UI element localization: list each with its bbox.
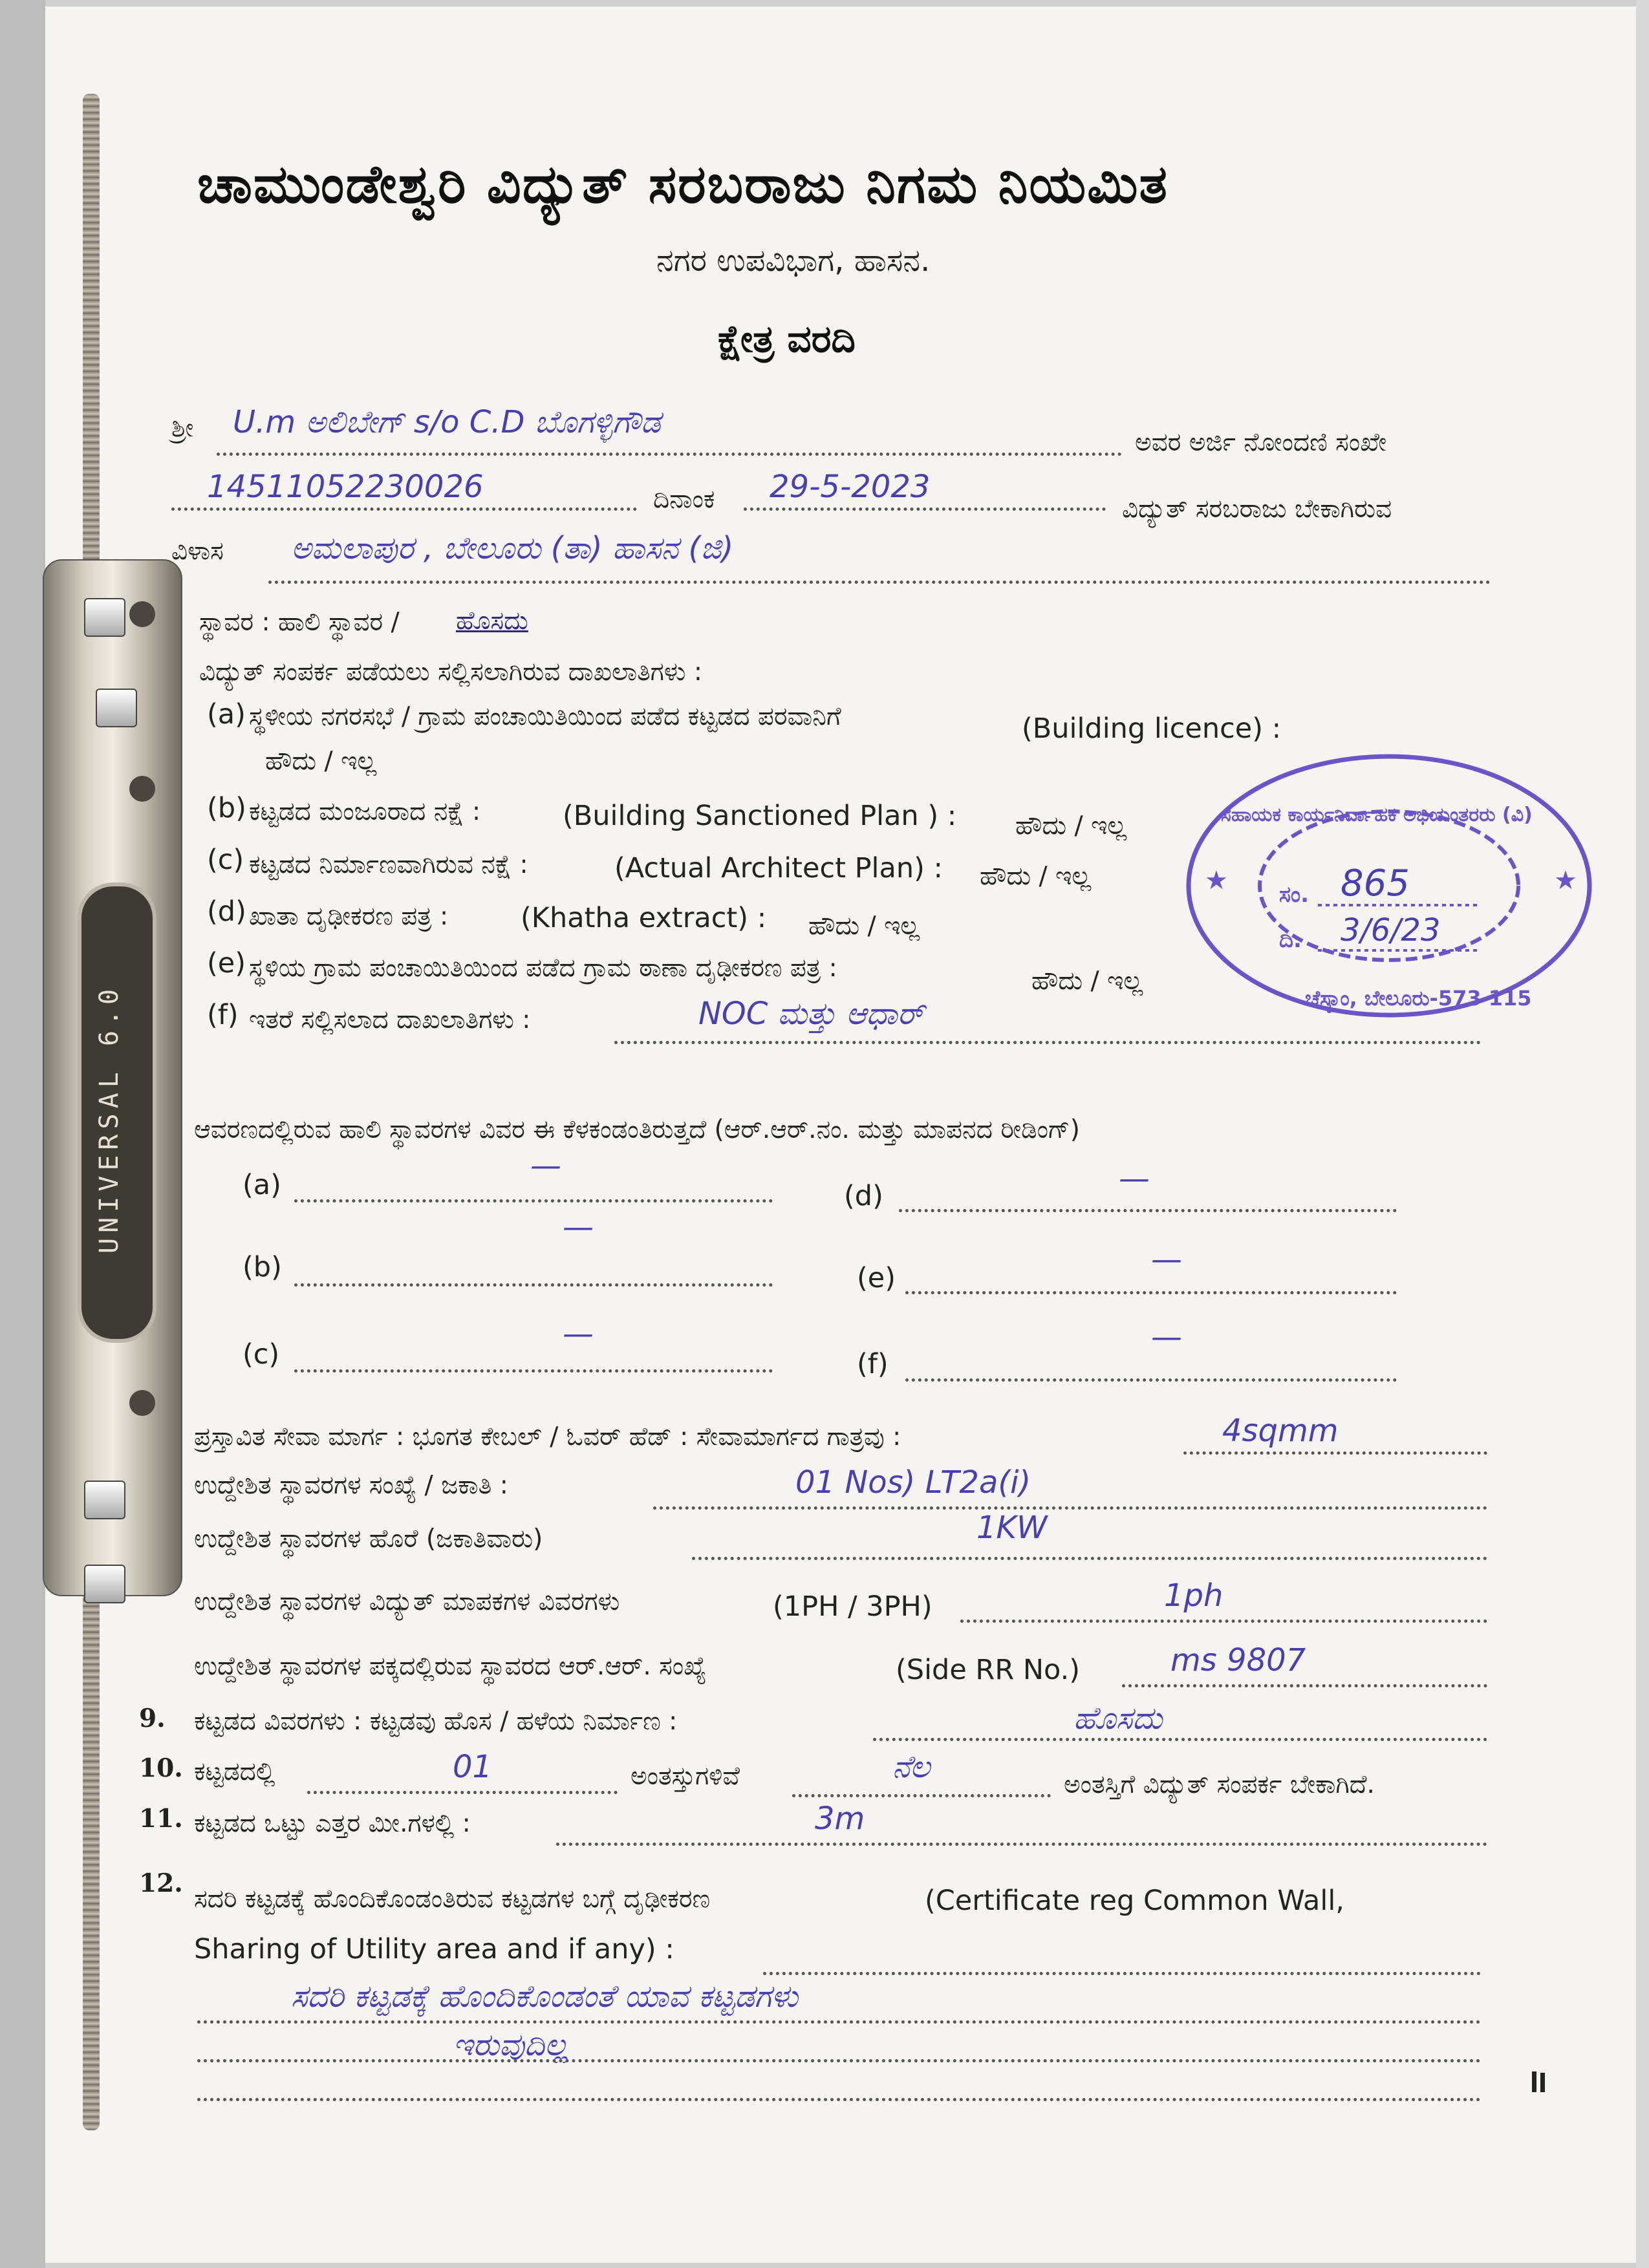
doc-e-key: (e) — [207, 947, 246, 979]
binder-hole — [129, 1390, 155, 1416]
dotted-line — [653, 1506, 1487, 1510]
neighbours-heading: ಆವರಣದಲ್ಲಿರುವ ಹಾಲಿ ಸ್ಥಾವರಗಳ ವಿವರ ಈ ಕೆಳಕಂಡಂತಿರುತ್ತದೆ (ಆರ್.ಆರ್.ನಂ. ಮತ್ತು ಮಾಪನದ ರೀಡಿಂಗ್) — [194, 1115, 1080, 1144]
binder-tab — [84, 1481, 125, 1519]
applicant-name[interactable]: U.m ಅಲಿಬೇಗ್ s/o C.D ಬೊಗಳ್ಳಿಗೌಡ — [233, 404, 661, 440]
building-height-label: ಕಟ್ಟಡದ ಒಟ್ಟು ಎತ್ತರ ಮೀ.ಗಳಲ್ಲಿ : — [194, 1809, 471, 1838]
address-label: ವಿಳಾಸ — [171, 537, 224, 566]
doc-c-en: (Actual Architect Plan) : — [614, 852, 943, 884]
doc-a-text: ಸ್ಥಳೀಯ ನಗರಸಭೆ / ಗ್ರಾಮ ಪಂಚಾಯಿತಿಯಿಂದ ಪಡೆದ ಕಟ್ಟಡದ ಪರವಾನಿಗೆ — [249, 702, 841, 731]
official-seal — [1176, 744, 1602, 1028]
doc-d-answer[interactable]: ಹೌದು / ಇಲ್ಲ — [808, 912, 920, 941]
installation-count-label: ಉದ್ದೇಶಿತ ಸ್ಥಾವರಗಳ ಸಂಖ್ಯೆ / ಜಕಾತಿ : — [194, 1471, 508, 1500]
common-wall-en: (Certificate reg Common Wall, — [925, 1885, 1344, 1917]
neighbour-d-value[interactable]: — — [1119, 1161, 1150, 1197]
meter-details-en: (1PH / 3PH) — [773, 1590, 932, 1623]
dotted-line — [899, 1209, 1397, 1212]
binder-tab — [84, 1565, 125, 1603]
doc-f-key: (f) — [207, 999, 239, 1031]
neighbour-e-key: (e) — [857, 1262, 896, 1294]
common-wall-answer-line-1[interactable]: ಸದರಿ ಕಟ್ಟಡಕ್ಕೆ ಹೊಂದಿಕೊಂಡಂತೆ ಯಾವ ಕಟ್ಟಡಗಳು — [291, 1978, 799, 2015]
neighbour-b-key: (b) — [242, 1251, 282, 1283]
side-rr-value[interactable]: ms 9807 — [1170, 1642, 1306, 1678]
scan-shadow-right — [1636, 0, 1649, 2268]
dotted-line — [873, 1738, 1487, 1741]
service-route-label: ಪ್ರಸ್ತಾವಿತ ಸೇವಾ ಮಾರ್ಗ : ಭೂಗತ ಕೇಬಲ್ / ಓವರ್ ಹೆಡ್ : ಸೇವಾಮಾರ್ಗದ ಗಾತ್ರವು : — [194, 1422, 901, 1451]
svg-text:★: ★ — [1554, 866, 1577, 895]
application-date[interactable]: 29-5-2023 — [770, 469, 931, 505]
dotted-line — [197, 2020, 1481, 2024]
dotted-line — [171, 508, 637, 511]
doc-a-key: (a) — [207, 698, 246, 731]
meter-details-value[interactable]: 1ph — [1164, 1578, 1223, 1614]
row-9-number: 9. — [139, 1704, 166, 1733]
row-12-number: 12. — [139, 1868, 183, 1898]
floors-suffix: ಅಂತಸ್ತಿಗೆ ವಿದ್ಯುತ್ ಸಂಪರ್ಕ ಬೇಕಾಗಿದೆ. — [1064, 1770, 1375, 1799]
doc-a-answer[interactable]: ಹೌದು / ಇಲ್ಲ — [265, 747, 377, 776]
installation-load-value[interactable]: 1KW — [976, 1510, 1048, 1546]
row-11-number: 11. — [139, 1804, 183, 1834]
dotted-line — [268, 581, 1491, 584]
floors-middle: ಅಂತಸ್ತುಗಳಿವೆ — [630, 1762, 740, 1791]
registration-label: ಅವರ ಅರ್ಜಿ ನೋಂದಣಿ ಸಂಖೇ — [1135, 428, 1387, 457]
doc-c-answer[interactable]: ಹೌದು / ಇಲ್ಲ — [980, 862, 1092, 891]
scan-shadow-left — [0, 0, 45, 2268]
doc-b-answer[interactable]: ಹೌದು / ಇಲ್ಲ — [1015, 811, 1127, 840]
service-route-value[interactable]: 4sqmm — [1222, 1413, 1339, 1449]
seal-date-label: ದಿ. — [1279, 927, 1302, 953]
doc-b-text: ಕಟ್ಟಡದ ಮಂಜೂರಾದ ನಕ್ಷೆ : — [249, 797, 481, 826]
dotted-line — [197, 2098, 1481, 2101]
doc-c-key: (c) — [207, 844, 244, 876]
row-10-number: 10. — [139, 1753, 183, 1783]
floor-value[interactable]: ನೆಲ — [892, 1749, 931, 1785]
dotted-line — [905, 1291, 1397, 1294]
office-subtitle: ನಗರ ಉಪವಿಭಾಗ, ಹಾಸನ. — [656, 242, 931, 279]
dotted-line — [905, 1378, 1397, 1382]
dotted-line — [307, 1791, 618, 1794]
side-rr-en: (Side RR No.) — [896, 1654, 1081, 1686]
common-wall-label: ಸದರಿ ಕಟ್ಟಡಕ್ಕೆ ಹೊಂದಿಕೊಂಡಂತಿರುವ ಕಟ್ಟಡಗಳ ಬಗ್ಗೆ ದೃಢೀಕರಣ — [194, 1885, 711, 1914]
neighbour-a-value[interactable]: — — [530, 1148, 561, 1184]
binder-hole — [129, 776, 155, 802]
dotted-line — [217, 453, 1122, 456]
documents-heading: ವಿದ್ಯುತ್ ಸಂಪರ್ಕ ಪಡೆಯಲು ಸಲ್ಲಿಸಲಾಗಿರುವ ದಾಖಲಾತಿಗಳು : — [199, 658, 702, 687]
installation-label: ಸ್ಥಾವರ : ಹಾಲಿ ಸ್ಥಾವರ / — [199, 608, 400, 637]
dotted-line — [294, 1199, 773, 1203]
dotted-line — [614, 1041, 1481, 1044]
building-details-label: ಕಟ್ಟಡದ ವಿವರಗಳು : ಕಟ್ಟಡವು ಹೊಸ / ಹಳೆಯ ನಿರ್ಮಾಣ : — [194, 1707, 678, 1736]
dotted-line — [1122, 1684, 1487, 1687]
floors-prefix: ಕಟ್ಟಡದಲ್ಲಿ — [194, 1757, 275, 1786]
doc-b-key: (b) — [207, 792, 246, 824]
date-label: ದಿನಾಂಕ — [653, 485, 715, 514]
building-height-value[interactable]: 3m — [815, 1801, 865, 1837]
floors-count[interactable]: 01 — [453, 1749, 493, 1785]
dotted-line — [294, 1369, 773, 1373]
common-wall-en-2: Sharing of Utility area and if any) : — [194, 1933, 674, 1965]
supply-needed-label: ವಿದ್ಯುತ್ ಸರಬರಾಜು ಬೇಕಾಗಿರುವ — [1122, 495, 1392, 524]
neighbour-d-key: (d) — [844, 1180, 883, 1212]
doc-f-text: ಇತರೆ ಸಲ್ಲಿಸಲಾದ ದಾಖಲಾತಿಗಳು : — [249, 1005, 531, 1034]
neighbour-b-value[interactable]: — — [563, 1209, 594, 1245]
seal-date-value: 3/6/23 — [1341, 912, 1441, 948]
page-corner-mark — [1529, 2069, 1549, 2095]
doc-e-answer[interactable]: ಹೌದು / ಇಲ್ಲ — [1031, 967, 1143, 996]
meter-details-label: ಉದ್ದೇಶಿತ ಸ್ಥಾವರಗಳ ವಿದ್ಯುತ್ ಮಾಪಕಗಳ ವಿವರಗಳು — [194, 1587, 620, 1616]
seal-graphic — [1176, 744, 1602, 1028]
neighbour-f-key: (f) — [857, 1348, 889, 1380]
seal-ring-text: ಸಹಾಯಕ ಕಾರ್ಯನಿರ್ವಾಹಕ ಅಭಿಯಂತರರು (ವಿ) — [1221, 804, 1533, 826]
doc-e-text: ಸ್ಥಳಿಯ ಗ್ರಾಮ ಪಂಚಾಯಿತಿಯಿಂದ ಪಡೆದ ಗ್ರಾಮ ಠಾಣಾ ದೃಢೀಕರಣ ಪತ್ರ : — [249, 954, 837, 983]
registration-number[interactable]: 14511052230026 — [207, 469, 484, 505]
dotted-line — [763, 1972, 1481, 1975]
neighbour-c-key: (c) — [242, 1338, 280, 1371]
binder-hole — [129, 601, 155, 627]
neighbour-a-key: (a) — [242, 1169, 281, 1201]
dotted-line — [197, 2059, 1481, 2062]
svg-text:★: ★ — [1205, 866, 1228, 895]
doc-f-answer[interactable]: NOC ಮತ್ತು ಆಧಾರ್ — [698, 996, 924, 1032]
neighbour-f-value[interactable]: — — [1151, 1319, 1182, 1355]
seal-number-value: 865 — [1341, 862, 1410, 904]
corner-mark-graphic — [1529, 2069, 1549, 2095]
neighbour-e-value[interactable]: — — [1151, 1241, 1182, 1278]
dotted-line — [1183, 1451, 1487, 1455]
common-wall-answer-line-2[interactable]: ಇರುವುದಿಲ್ಲ — [453, 2027, 568, 2063]
dotted-line — [744, 508, 1106, 511]
doc-d-text: ಖಾತಾ ದೃಢೀಕರಣ ಪತ್ರ : — [249, 902, 449, 931]
seal-bottom-text: ಚೆಸ್ಕಾಂ, ಬೇಲೂರು-573 115 — [1305, 986, 1532, 1011]
binder-tab — [96, 689, 137, 727]
installation-load-label: ಉದ್ದೇಶಿತ ಸ್ಥಾವರಗಳ ಹೊರೆ (ಜಕಾತಿವಾರು) — [194, 1524, 543, 1554]
address-value[interactable]: ಅಮಲಾಪುರ , ಬೇಲೂರು (ತಾ) ಹಾಸನ (ಜಿ) — [291, 530, 734, 566]
binder-tab — [84, 598, 125, 637]
applicant-prefix: ಶ್ರೀ — [171, 414, 194, 443]
installation-value[interactable]: ಹೊಸದು — [456, 606, 528, 636]
doc-d-en: (Khatha extract) : — [521, 902, 767, 934]
binder-label: UNIVERSAL 6.0 — [94, 983, 124, 1254]
dotted-line — [556, 1843, 1487, 1846]
doc-c-text: ಕಟ್ಟಡದ ನಿರ್ಮಾಣವಾಗಿರುವ ನಕ್ಷೆ : — [249, 850, 528, 879]
company-title: ಚಾಮುಂಡೇಶ್ವರಿ ವಿದ್ಯುತ್ ಸರಬರಾಜು ನಿಗಮ ನಿಯಮಿತ — [197, 154, 1169, 215]
dotted-line — [692, 1557, 1487, 1560]
seal-number-label: ಸಂ. — [1279, 882, 1310, 908]
dotted-line — [792, 1794, 1051, 1797]
installation-count-value[interactable]: 01 Nos) LT2a(i) — [795, 1464, 1031, 1501]
dotted-line — [294, 1283, 773, 1287]
dotted-line — [960, 1620, 1487, 1623]
building-details-value[interactable]: ಹೊಸದು — [1073, 1700, 1163, 1737]
doc-d-key: (d) — [207, 895, 246, 928]
doc-a-en: (Building licence) : — [1022, 712, 1282, 745]
side-rr-label: ಉದ್ದೇಶಿತ ಸ್ಥಾವರಗಳ ಪಕ್ಕದಲ್ಲಿರುವ ಸ್ಥಾವರದ ಆರ್.ಆರ್. ಸಂಖ್ಯೆ — [194, 1652, 707, 1681]
form-heading: ಕ್ಷೇತ್ರ ವರದಿ — [718, 317, 856, 361]
neighbour-c-value[interactable]: — — [563, 1316, 594, 1352]
doc-b-en: (Building Sanctioned Plan ) : — [563, 800, 957, 832]
